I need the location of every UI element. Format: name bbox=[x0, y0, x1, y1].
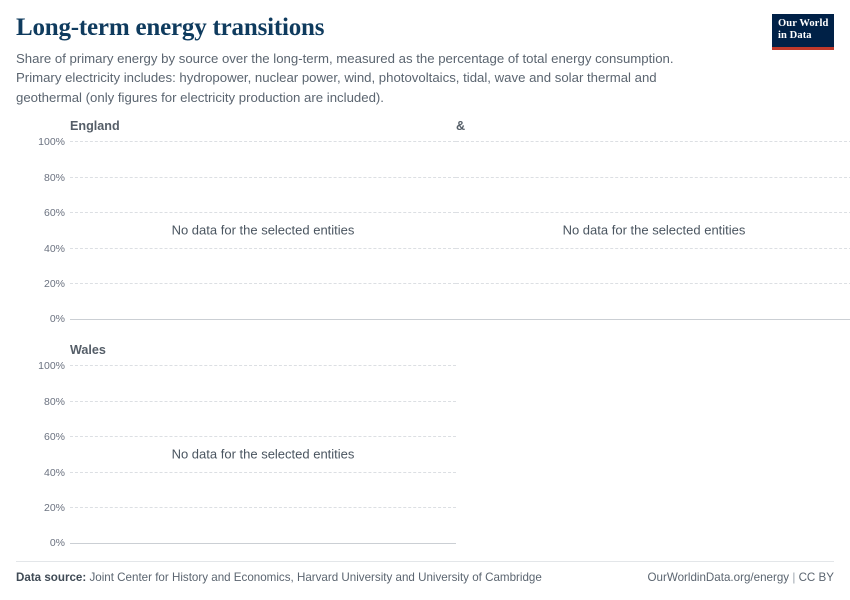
no-data-message-wales: No data for the selected entities bbox=[171, 446, 355, 462]
facet-title-wales: Wales bbox=[70, 343, 106, 358]
gridline-20 bbox=[456, 283, 850, 284]
facet-panel-ampersand bbox=[444, 119, 850, 327]
chart-header bbox=[16, 14, 834, 107]
our-world-in-data-logo[interactable] bbox=[772, 14, 834, 50]
page-title: Long-term energy transitions bbox=[16, 14, 325, 41]
gridline-40 bbox=[43, 466, 456, 479]
data-source-text: Joint Center for History and Economics, Harvard University and University of Cambridge bbox=[89, 571, 542, 584]
footer-separator: | bbox=[792, 571, 796, 584]
gridline-40 bbox=[456, 248, 850, 249]
gridline-80 bbox=[43, 171, 456, 184]
plot-area-ampersand bbox=[456, 141, 850, 320]
gridline-100 bbox=[38, 360, 456, 373]
y-tick-80: 80% bbox=[43, 171, 65, 184]
y-tick-20: 20% bbox=[43, 502, 65, 515]
chart-footer bbox=[16, 561, 834, 584]
footer-links bbox=[648, 571, 834, 584]
gridline-100 bbox=[38, 136, 456, 149]
y-tick-40: 40% bbox=[43, 242, 65, 255]
y-tick-100: 100% bbox=[38, 136, 65, 149]
facet-panel-england bbox=[36, 119, 456, 327]
plot-area-wales bbox=[38, 360, 456, 550]
y-tick-100: 100% bbox=[38, 360, 65, 373]
logo-line-2: in Data bbox=[778, 30, 812, 41]
gridline-20 bbox=[43, 502, 456, 515]
gridline-60 bbox=[43, 431, 456, 444]
gridline-60 bbox=[43, 207, 456, 220]
y-tick-60: 60% bbox=[43, 431, 65, 444]
y-tick-60: 60% bbox=[43, 207, 65, 220]
data-source-label: Data source: bbox=[16, 571, 87, 584]
site-link[interactable]: OurWorldinData.org/energy bbox=[647, 571, 790, 584]
y-tick-0: 0% bbox=[49, 313, 65, 326]
gridline-20 bbox=[43, 278, 456, 291]
gridline-100 bbox=[456, 141, 850, 142]
gridline-80 bbox=[456, 177, 850, 178]
data-source bbox=[16, 571, 542, 584]
no-data-message-ampersand: No data for the selected entities bbox=[562, 222, 746, 238]
gridline-60 bbox=[456, 212, 850, 213]
chart-subtitle: Share of primary energy by source over the long-term, measured as the percentage of total energy consumption. Primary electricity includes: hydropower, nuclear power, wind, photovoltaics, tidal, wave and solar thermal and geothermal (only figures for electricity production are included). bbox=[16, 50, 674, 105]
license-link[interactable]: CC BY bbox=[798, 571, 834, 584]
logo-line-1: Our World bbox=[778, 18, 829, 29]
no-data-message-england: No data for the selected entities bbox=[171, 222, 355, 238]
gridline-80 bbox=[43, 395, 456, 408]
gridline-40 bbox=[43, 242, 456, 255]
y-tick-80: 80% bbox=[43, 395, 65, 408]
y-tick-40: 40% bbox=[43, 466, 65, 479]
y-tick-0: 0% bbox=[49, 537, 65, 550]
facet-panel-wales bbox=[36, 343, 456, 551]
facet-title-england: England bbox=[70, 119, 120, 134]
facet-title-ampersand: & bbox=[456, 119, 466, 134]
y-tick-20: 20% bbox=[43, 278, 65, 291]
chart-facet-grid bbox=[16, 119, 834, 549]
plot-area-england bbox=[38, 136, 456, 326]
